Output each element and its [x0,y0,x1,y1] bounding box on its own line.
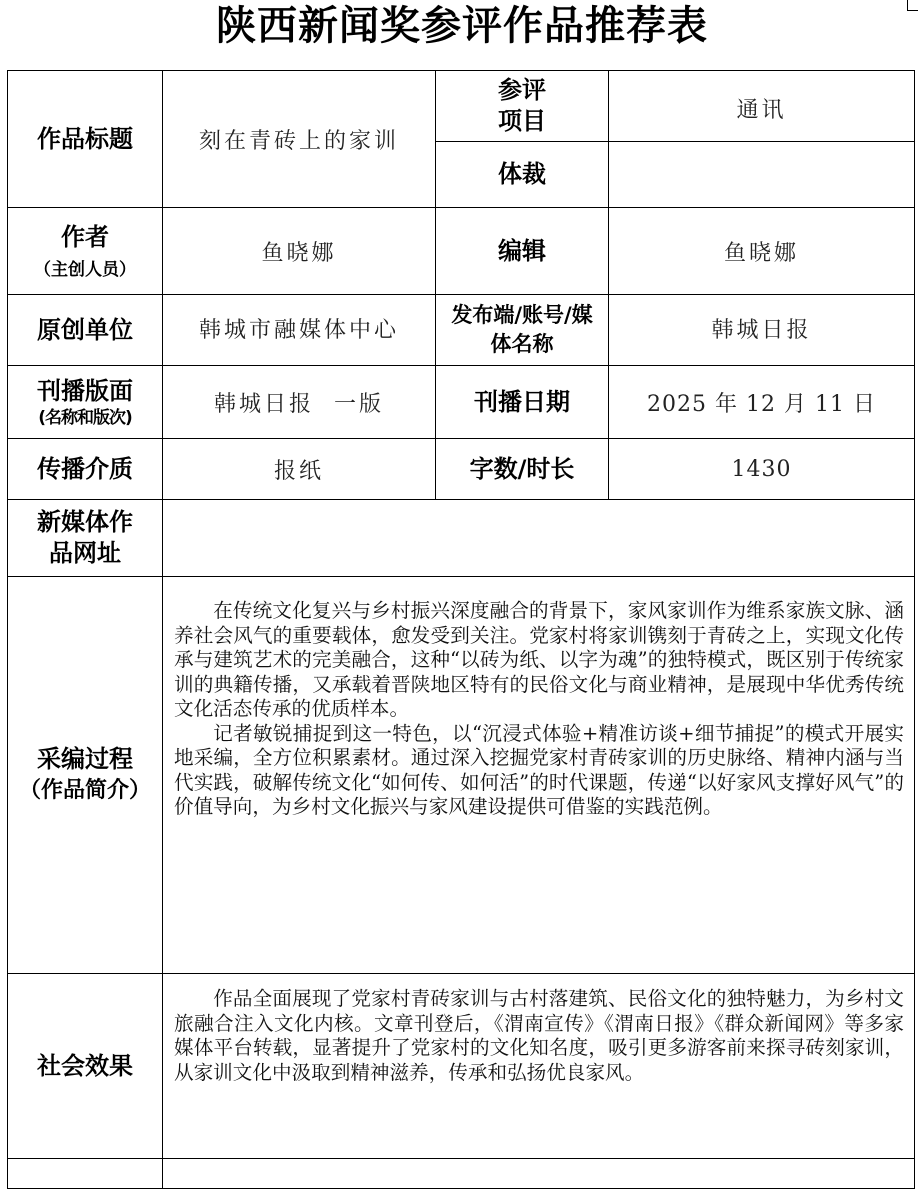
genre-label: 体裁 [436,142,609,208]
next-value-cell [163,1159,915,1189]
row-title-category [8,71,915,142]
next-label-cell [8,1159,163,1189]
category-label [436,71,609,142]
url-label-text: 新媒体作品网址 [37,508,133,567]
effect-paragraph: 作品全面展现了党家村青砖家训与古村落建筑、民俗文化的独特魅力，为乡村文旅融合注入文化内核。文章刊登后，《渭南宣传》《渭南日报》《群众新闻网》等多家媒体平台转载，显著提升了党家村的文化知名度，吸引更多游客前来探寻砖刻家训，从家训文化中汲取到精神滋养，传承和弘扬优良家风。 [174,987,904,1084]
recommendation-form [7,70,915,1189]
date-label: 刊播日期 [436,366,609,439]
editor-label: 编辑 [436,208,609,295]
work-title-label: 作品标题 [8,71,163,208]
page-title: 陕西新闻奖参评作品推荐表 [216,3,708,49]
page-label-text: 刊播版面 [37,376,133,405]
unit-label: 原创单位 [8,295,163,366]
unit-value[interactable]: 韩城市融媒体中心 [163,295,436,366]
process-label-sub: （作品简介） [18,777,151,803]
row-process [8,577,915,974]
row-author-editor [8,208,915,295]
row-medium-words [8,439,915,500]
process-paragraph: 在传统文化复兴与乡村振兴深度融合的背景下，家风家训作为维系家族文脉、涵养社会风气的重要载体，愈发受到关注。党家村将家训镌刻于青砖之上，实现文化传承与建筑艺术的完美融合，这种“以砖为纸、以字为魂”的独特模式，既区别于传统家训的典籍传播，又承载着晋陕地区特有的民俗文化与商业精神，是展现中华优秀传统文化活态传承的优质样本。 [174,599,904,720]
url-label [8,500,163,577]
row-url [8,500,915,577]
effect-content[interactable] [163,974,915,1159]
author-label-text: 作者 [61,222,109,251]
author-label-sub: （主创人员） [34,259,136,280]
row-unit-platform [8,295,915,366]
work-title-value[interactable]: 刻在青砖上的家训 [163,71,436,208]
platform-label-text: 发布端/账号/媒体名称 [451,303,593,356]
process-paragraph: 记者敏锐捕捉到这一特色，以“沉浸式体验+精准访谈+细节捕捉”的模式开展实地采编，全方位积累素材。通过深入挖掘党家村青砖家训的历史脉络、精神内涵与当代实践，破解传统文化“如何传、如何活”的时代课题，传递“以好家风支撑好风气”的价值导向，为乡村文化振兴与家风建设提供可借鉴的实践范例。 [174,721,904,818]
platform-label [436,295,609,366]
page-value[interactable]: 韩城日报 一版 [163,366,436,439]
process-content[interactable] [163,577,915,974]
page-label [8,366,163,439]
date-value[interactable]: 2025 年 12 月 11 日 [609,366,915,439]
medium-label: 传播介质 [8,439,163,500]
category-label-text: 参评项目 [498,76,546,135]
medium-value[interactable]: 报纸 [163,439,436,500]
words-value[interactable]: 1430 [609,439,915,500]
author-value[interactable]: 鱼晓娜 [163,208,436,295]
words-label: 字数/时长 [436,439,609,500]
row-page-date [8,366,915,439]
platform-value[interactable]: 韩城日报 [609,295,915,366]
editor-value[interactable]: 鱼晓娜 [609,208,915,295]
process-label-text: 采编过程 [37,744,133,773]
page-label-sub: (名称和版次) [38,407,132,428]
genre-value[interactable] [609,142,915,208]
process-label [8,577,163,974]
row-effect [8,974,915,1159]
url-value[interactable] [163,500,915,577]
author-label [8,208,163,295]
effect-label: 社会效果 [8,974,163,1159]
row-next [8,1159,915,1189]
category-value[interactable]: 通讯 [609,71,915,142]
